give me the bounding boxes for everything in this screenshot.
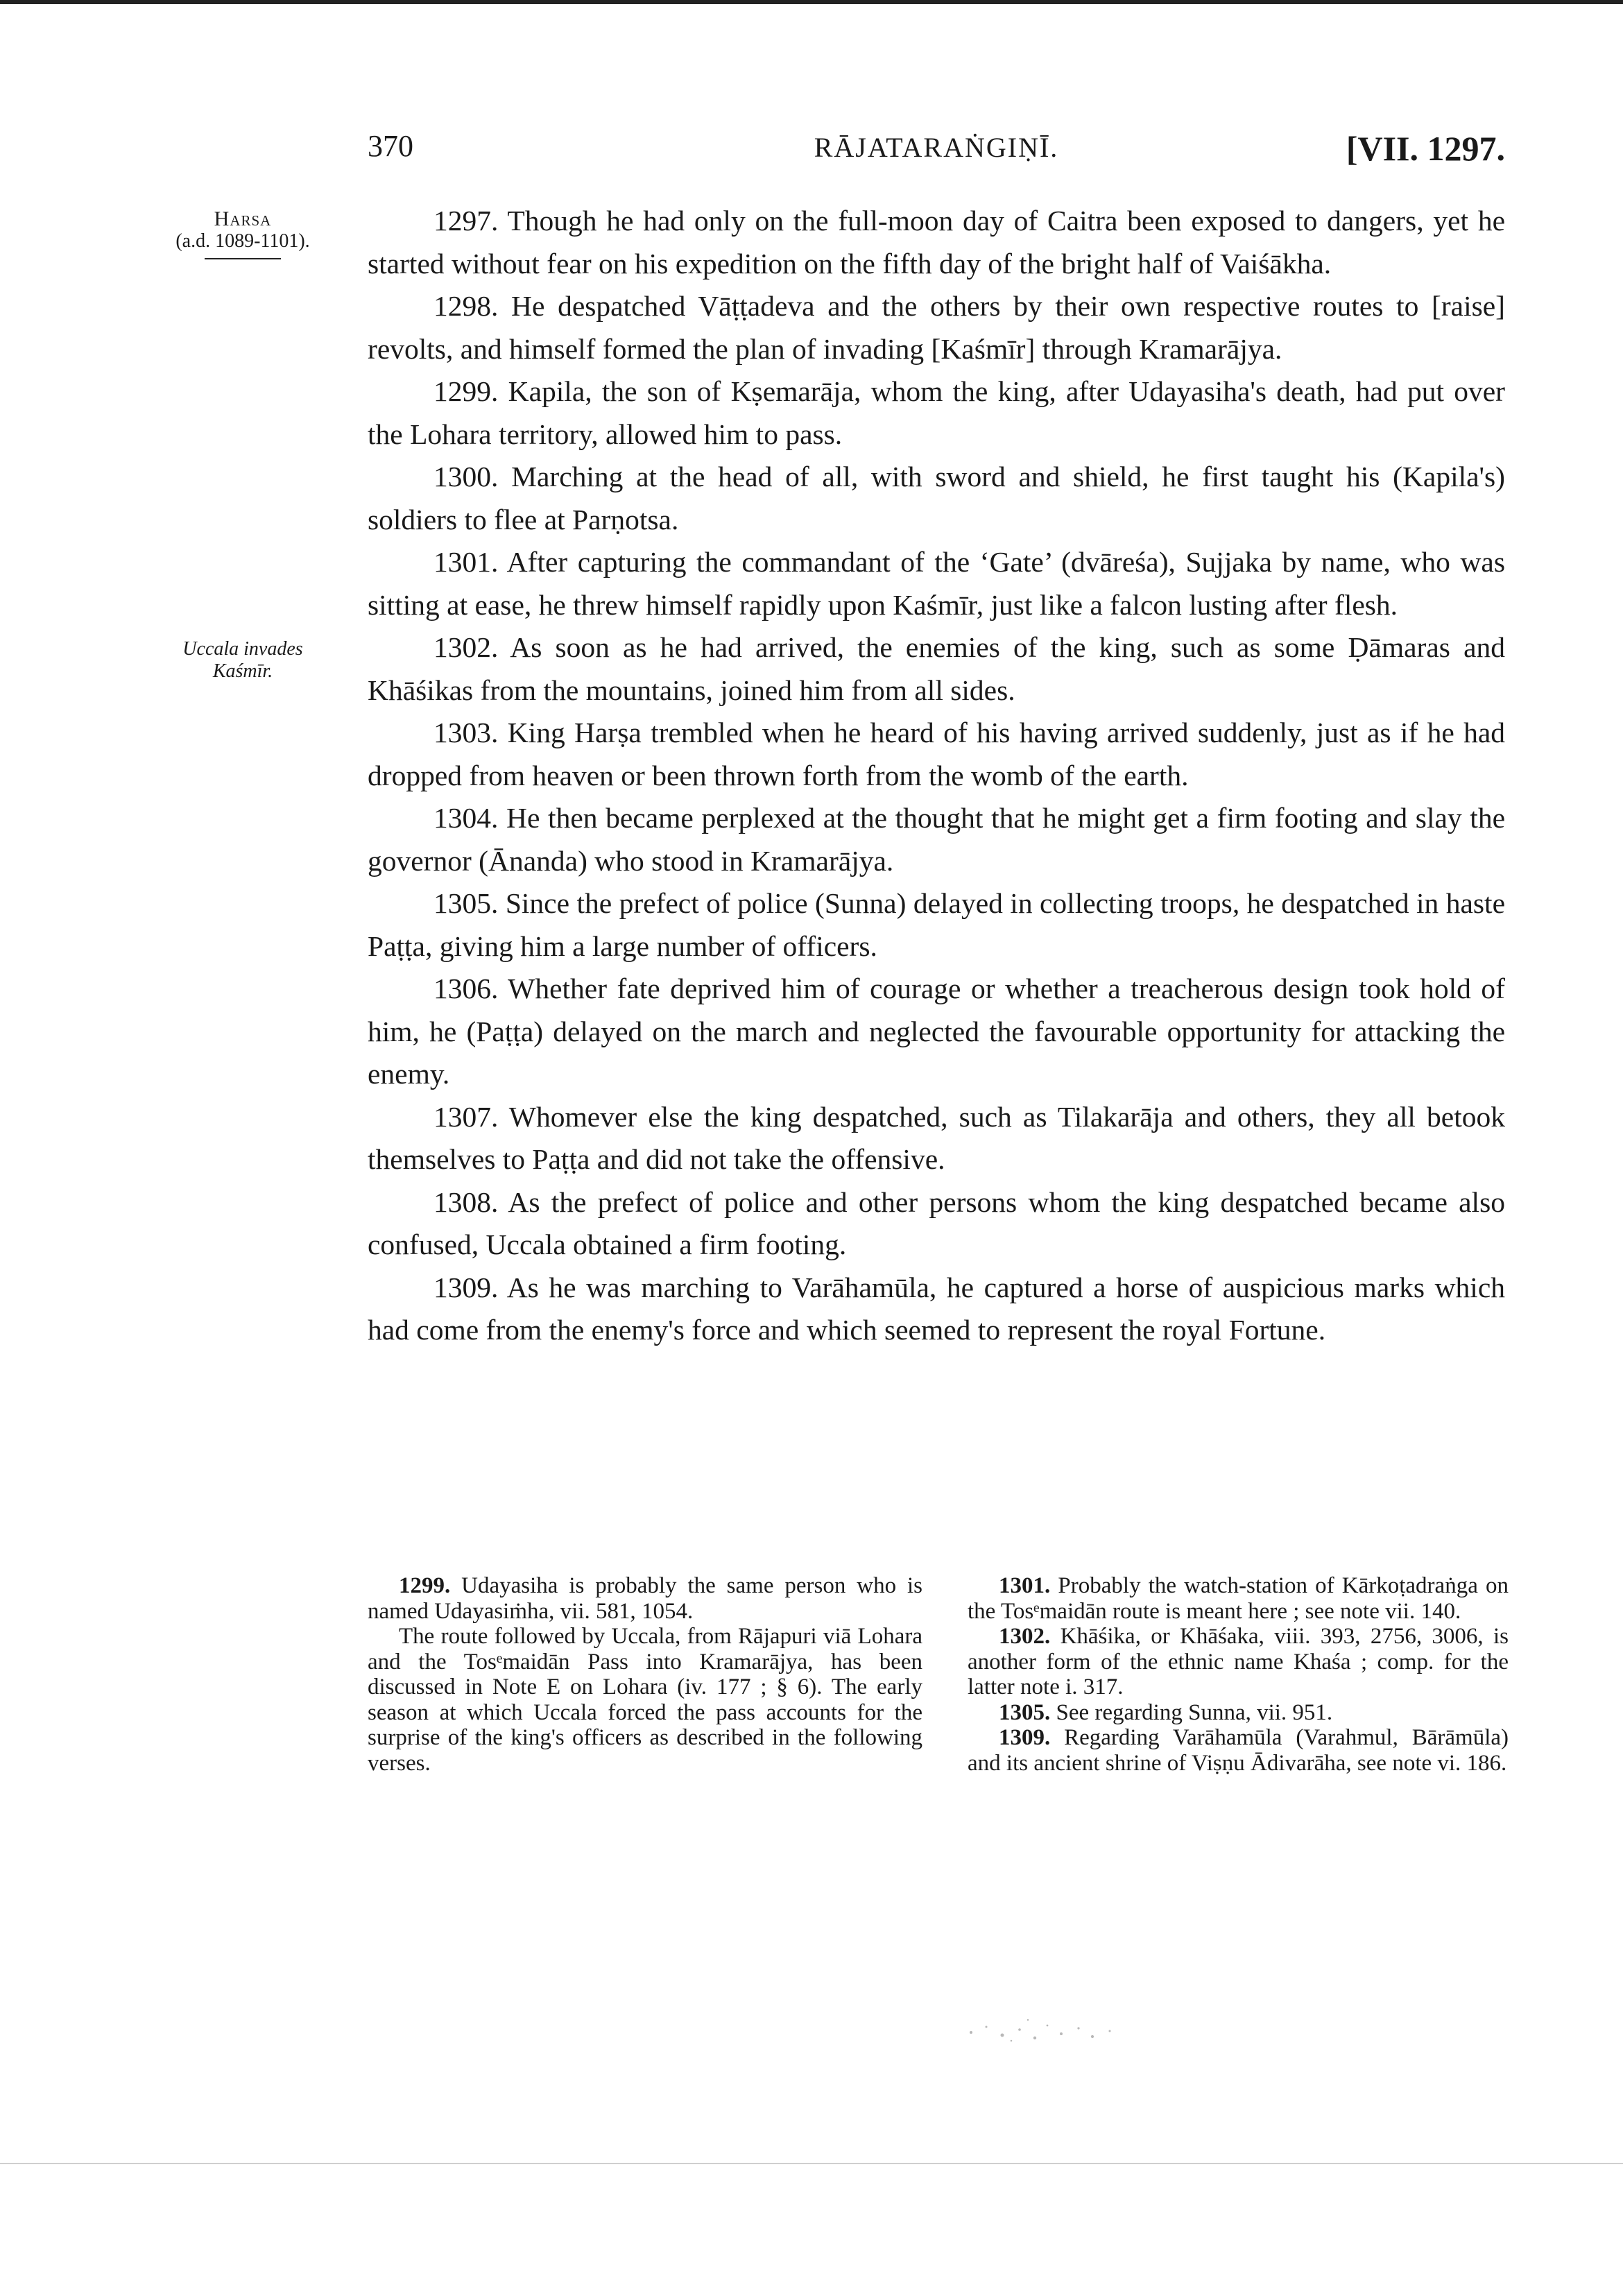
- verse-body: As soon as he had arrived, the enemies of the king, such as some Ḍāmaras and Khāśikas from the mountains, joined him from all sides.: [368, 631, 1505, 706]
- margin-note-dates: (a.d. 1089-1101).: [175, 230, 310, 252]
- footnotes-left-column: [368, 1573, 922, 1776]
- verse-number: 1309.: [433, 1271, 499, 1303]
- verse-body: He despatched Vāṭṭadeva and the others by their own respective routes to [raise] revolts, and himself formed the plan of invading [Kaśmīr] through Kramarājya.: [368, 290, 1506, 365]
- verse-number: 1305.: [433, 887, 499, 919]
- verse-1298: [368, 285, 1505, 370]
- verse-body: Marching at the head of all, with sword and shield, he first taught his (Kapila's) soldiers to flee at Parṇotsa.: [368, 461, 1506, 536]
- footnote-1301: [968, 1573, 1509, 1624]
- verse-body: As the prefect of police and other persons whom the king despatched became also confused, Uccala obtained a firm footing.: [368, 1185, 1505, 1260]
- top-border: [0, 0, 1623, 4]
- footnote-route: [368, 1624, 922, 1776]
- verse-number: 1308.: [433, 1185, 499, 1218]
- footnote-1305: [968, 1700, 1509, 1726]
- verse-number: 1297.: [433, 205, 499, 237]
- footnotes-right-column: [968, 1573, 1509, 1776]
- margin-note-invasion: [142, 638, 343, 683]
- margin-note-king: Harsa: [214, 207, 272, 230]
- verse-body: Kapila, the son of Kṣemarāja, whom the king, after Udayasiha's death, had put over the Lohara territory, allowed him to pass.: [368, 375, 1506, 450]
- footnote-number: 1301.: [999, 1573, 1051, 1598]
- footnote-number: 1309.: [999, 1725, 1051, 1750]
- verse-1309: [368, 1267, 1505, 1352]
- verse-number: 1298.: [433, 290, 499, 322]
- verse-body: As he was marching to Varāhamūla, he captured a horse of auspicious marks which had come from the enemy's force and which seemed to represent the royal Fortune.: [368, 1271, 1505, 1346]
- verse-body: King Harṣa trembled when he heard of his having arrived suddenly, just as if he had dropped from heaven or been thrown forth from the womb of the earth.: [368, 717, 1505, 791]
- scan-smudge: [943, 2012, 1151, 2046]
- footnote-number: 1305.: [999, 1699, 1051, 1725]
- verse-text: [368, 200, 1505, 1352]
- margin-note-line-1: Uccala invades: [182, 638, 303, 660]
- verse-1301: [368, 541, 1505, 626]
- verse-1302: [368, 626, 1505, 712]
- verse-1306: [368, 968, 1505, 1096]
- verse-number: 1304.: [433, 802, 499, 834]
- section-reference: [VII. 1297.: [1346, 129, 1505, 168]
- footnote-1299: [368, 1573, 922, 1624]
- verse-1303: [368, 712, 1505, 797]
- verse-number: 1306.: [433, 973, 499, 1004]
- verse-number: 1303.: [433, 717, 499, 748]
- margin-note-reign: [142, 208, 343, 259]
- verse-1307: [368, 1096, 1505, 1181]
- footnote-body: Probably the watch-station of Kārkoṭadraṅga on the Tosᵉmaidān route is meant here ; see note vii. 140.: [968, 1573, 1509, 1624]
- footnote-body: Udayasiha is probably the same person who is named Udayasiṁha, vii. 581, 1054.: [368, 1573, 922, 1624]
- verse-body: He then became perplexed at the thought that he might get a firm footing and slay the governor (Ānanda) who stood in Kramarājya.: [368, 802, 1505, 877]
- running-title: RĀJATARAṄGIṆĪ.: [814, 132, 1059, 163]
- page-number: 370: [368, 129, 413, 163]
- footnote-1302: [968, 1624, 1509, 1700]
- footnote-number: 1299.: [399, 1573, 451, 1598]
- footnote-body: Khāśika, or Khāśaka, viii. 393, 2756, 3006, is another form of the ethnic name Khaśa ; comp. for the latter note i. 317.: [968, 1624, 1509, 1699]
- margin-note-line-2: Kaśmīr.: [212, 660, 273, 682]
- verse-body: Whomever else the king despatched, such as Tilakarāja and others, they all betook themselves to Paṭṭa and did not take the offensive.: [368, 1100, 1505, 1175]
- scan-edge-line: [0, 2163, 1623, 2164]
- verse-number: 1300.: [433, 461, 499, 492]
- verse-1299: [368, 370, 1505, 456]
- verse-number: 1301.: [433, 546, 499, 578]
- verse-1304: [368, 797, 1505, 882]
- verse-body: Whether fate deprived him of courage or whether a treacherous design took hold of him, he (Paṭṭa) delayed on the march and neglected the favourable opportunity for attacking the enemy.: [368, 973, 1505, 1090]
- verse-number: 1302.: [433, 631, 499, 663]
- verse-number: 1299.: [433, 375, 499, 407]
- verse-number: 1307.: [433, 1100, 499, 1133]
- verse-1297: [368, 200, 1505, 285]
- footnote-body: See regarding Sunna, vii. 951.: [1056, 1699, 1333, 1725]
- verse-body: Though he had only on the full-moon day of Caitra been exposed to dangers, yet he started without fear on his expedition on the fifth day of the bright half of Vaiśākha.: [368, 205, 1505, 280]
- footnote-number: 1302.: [999, 1624, 1051, 1649]
- footnote-body: Regarding Varāhamūla (Varahmul, Bārāmūla) and its ancient shrine of Viṣṇu Ādivarāha, see note vi. 186.: [968, 1725, 1509, 1776]
- margin-note-rule: [205, 258, 281, 259]
- verse-body: After capturing the commandant of the ‘Gate’ (dvāreśa), Sujjaka by name, who was sitting at ease, he threw himself rapidly upon Kaśmīr, just like a falcon lusting after flesh.: [368, 546, 1505, 621]
- verse-1305: [368, 882, 1505, 968]
- footnote-body: The route followed by Uccala, from Rājapuri viā Lohara and the Tosᵉmaidān Pass into Kramarājya, has been discussed in Note E on Lohara (iv. 177 ; § 6). The early season at which Uccala forced the pass accounts for the surprise of the king's officers as described in the following verses.: [368, 1624, 922, 1776]
- page-header: [368, 128, 1505, 177]
- verse-1308: [368, 1181, 1505, 1267]
- footnote-1309: [968, 1725, 1509, 1776]
- verse-1300: [368, 456, 1505, 541]
- verse-body: Since the prefect of police (Sunna) delayed in collecting troops, he despatched in haste Paṭṭa, giving him a large number of officers.: [368, 887, 1506, 962]
